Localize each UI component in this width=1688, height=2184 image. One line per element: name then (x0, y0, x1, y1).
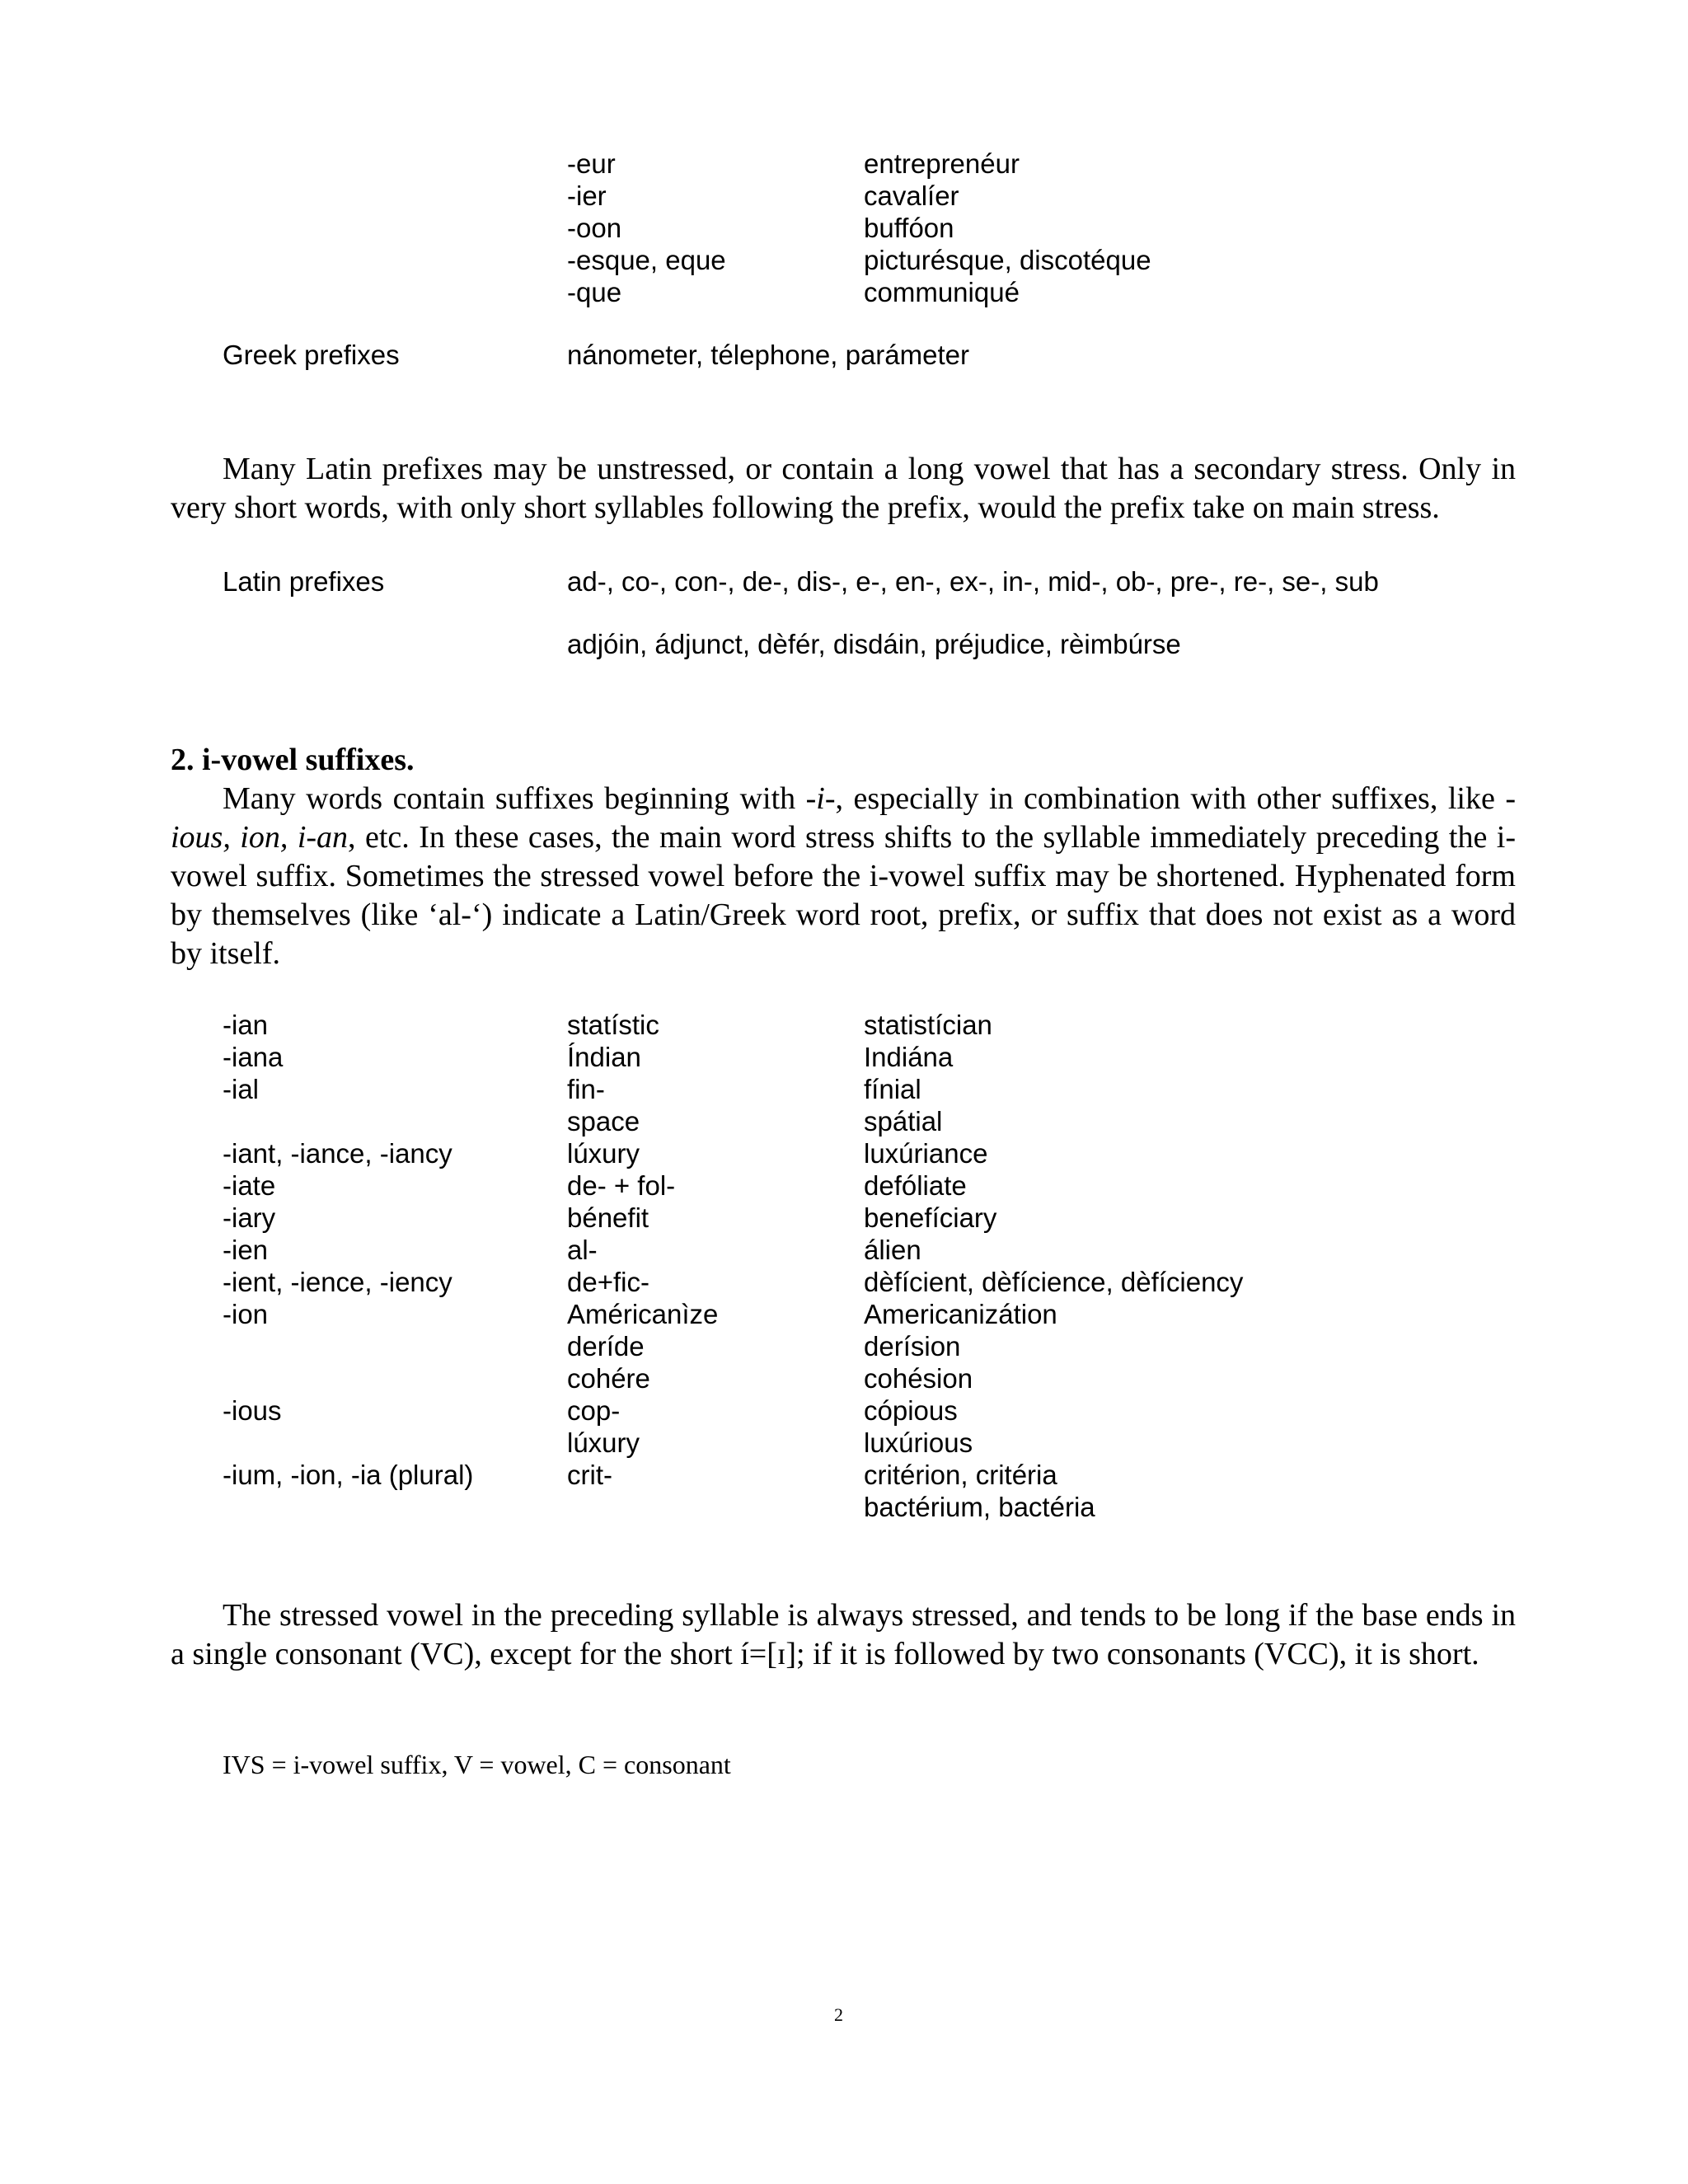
base-cell: space (567, 1106, 640, 1137)
derived-cell: derísion (864, 1331, 961, 1361)
suffix-cell: -ious (223, 1395, 282, 1426)
paragraph-i-vowel (171, 780, 1516, 973)
derived-cell: cohésion (864, 1363, 973, 1394)
derived-cell: luxúriance (864, 1138, 988, 1169)
suffix-cell: -ial (223, 1074, 260, 1104)
text-run: Many words contain suffixes beginning with (223, 781, 806, 816)
latin-prefixes-examples: adjóin, ádjunct, dèfér, disdáin, préjudice, rèimbúrse (567, 629, 1181, 659)
page-number: 2 (834, 2004, 843, 2025)
suffix-cell: -iate (223, 1170, 276, 1201)
example-cell: entreprenéur (864, 148, 1020, 179)
suffix-cell: -iana (223, 1042, 284, 1072)
base-cell: de- + fol- (567, 1170, 676, 1201)
base-cell: cohére (567, 1363, 650, 1394)
example-cell: picturésque, discotéque (864, 245, 1151, 275)
base-cell: statístic (567, 1010, 659, 1040)
base-cell: deríde (567, 1331, 645, 1361)
derived-cell: defóliate (864, 1170, 967, 1201)
base-cell: Índian (567, 1042, 641, 1072)
emphasis-text: -ious, ion, i-an (171, 781, 1516, 855)
paragraph-text: Many Latin prefixes may be unstressed, or contain a long vowel that has a secondary stress. Only in very short words, with only short syllables following the prefix, would the prefix take on main stress. (171, 452, 1516, 525)
base-cell: de+fic- (567, 1267, 649, 1297)
greek-prefixes-label: Greek prefixes (223, 340, 400, 370)
derived-cell: Indiána (864, 1042, 954, 1072)
derived-cell: statistícian (864, 1010, 992, 1040)
section-heading: 2. i-vowel suffixes. (171, 743, 415, 777)
example-cell: buffóon (864, 213, 954, 243)
latin-prefixes-label: Latin prefixes (223, 566, 385, 597)
abbreviation-legend: IVS = i-vowel suffix, V = vowel, C = consonant (223, 1750, 731, 1779)
derived-cell: fínial (864, 1074, 921, 1104)
paragraph-latin-prefixes (171, 450, 1516, 527)
derived-cell: spátial (864, 1106, 943, 1137)
latin-prefixes-list: ad-, co-, con-, de-, dis-, e-, en-, ex-, in-, mid-, ob-, pre-, re-, se-, sub (567, 566, 1379, 597)
derived-cell: cópious (864, 1395, 958, 1426)
paragraph-stressed-vowel (171, 1596, 1516, 1674)
base-cell: fin- (567, 1074, 605, 1104)
derived-cell: benefíciary (864, 1202, 997, 1233)
text-run: , etc. In these cases, the main word stress shifts to the syllable immediately preceding the i-vowel suffix. Sometimes the stressed vowel before the i-vowel suffix may be shortened. Hyphenated form by themselves (like ‘al-‘) indicate a Latin/Greek word root, prefix, or suffix that does not exist as a word by itself. (171, 820, 1516, 971)
suffix-cell: -eur (567, 148, 616, 179)
example-cell: communiqué (864, 277, 1020, 307)
base-cell: crit- (567, 1460, 612, 1490)
base-cell: bénefit (567, 1202, 649, 1233)
suffix-cell: -ium, -ion, -ia (plural) (223, 1460, 474, 1490)
suffix-cell: -ien (223, 1235, 269, 1265)
example-cell: cavalíer (864, 180, 959, 211)
derived-cell: critérion, critéria (864, 1460, 1057, 1490)
suffix-cell: -ier (567, 180, 607, 211)
suffix-cell: -oon (567, 213, 622, 243)
paragraph-text: The stressed vowel in the preceding syllable is always stressed, and tends to be long if the base ends in a single consonant (VC), except for the short í=[ɪ]; if it is followed by two consonants (VCC), it is short. (171, 1598, 1516, 1671)
base-cell: lúxury (567, 1138, 640, 1169)
base-cell: cop- (567, 1395, 621, 1426)
suffix-cell: -ient, -ience, -iency (223, 1267, 452, 1297)
derived-cell: luxúrious (864, 1427, 973, 1458)
suffix-cell: -ion (223, 1299, 269, 1329)
derived-cell: Americanizátion (864, 1299, 1057, 1329)
base-cell: lúxury (567, 1427, 640, 1458)
paragraph-text (171, 780, 1516, 973)
suffix-cell: -iant, -iance, -iancy (223, 1138, 452, 1169)
base-cell: al- (567, 1235, 598, 1265)
suffix-cell: -esque, eque (567, 245, 726, 275)
derived-cell: dèfícient, dèfícience, dèfíciency (864, 1267, 1244, 1297)
base-cell: Américanìze (567, 1299, 719, 1329)
derived-cell: bactérium, bactéria (864, 1492, 1095, 1522)
suffix-cell: -iary (223, 1202, 276, 1233)
greek-prefixes-examples: nánometer, télephone, parámeter (567, 340, 969, 370)
emphasis-text: -i- (805, 781, 836, 816)
derived-cell: álien (864, 1235, 921, 1265)
text-run: , especially in combination with other suffixes, like (835, 781, 1506, 816)
suffix-cell: -ian (223, 1010, 269, 1040)
suffix-cell: -que (567, 277, 622, 307)
